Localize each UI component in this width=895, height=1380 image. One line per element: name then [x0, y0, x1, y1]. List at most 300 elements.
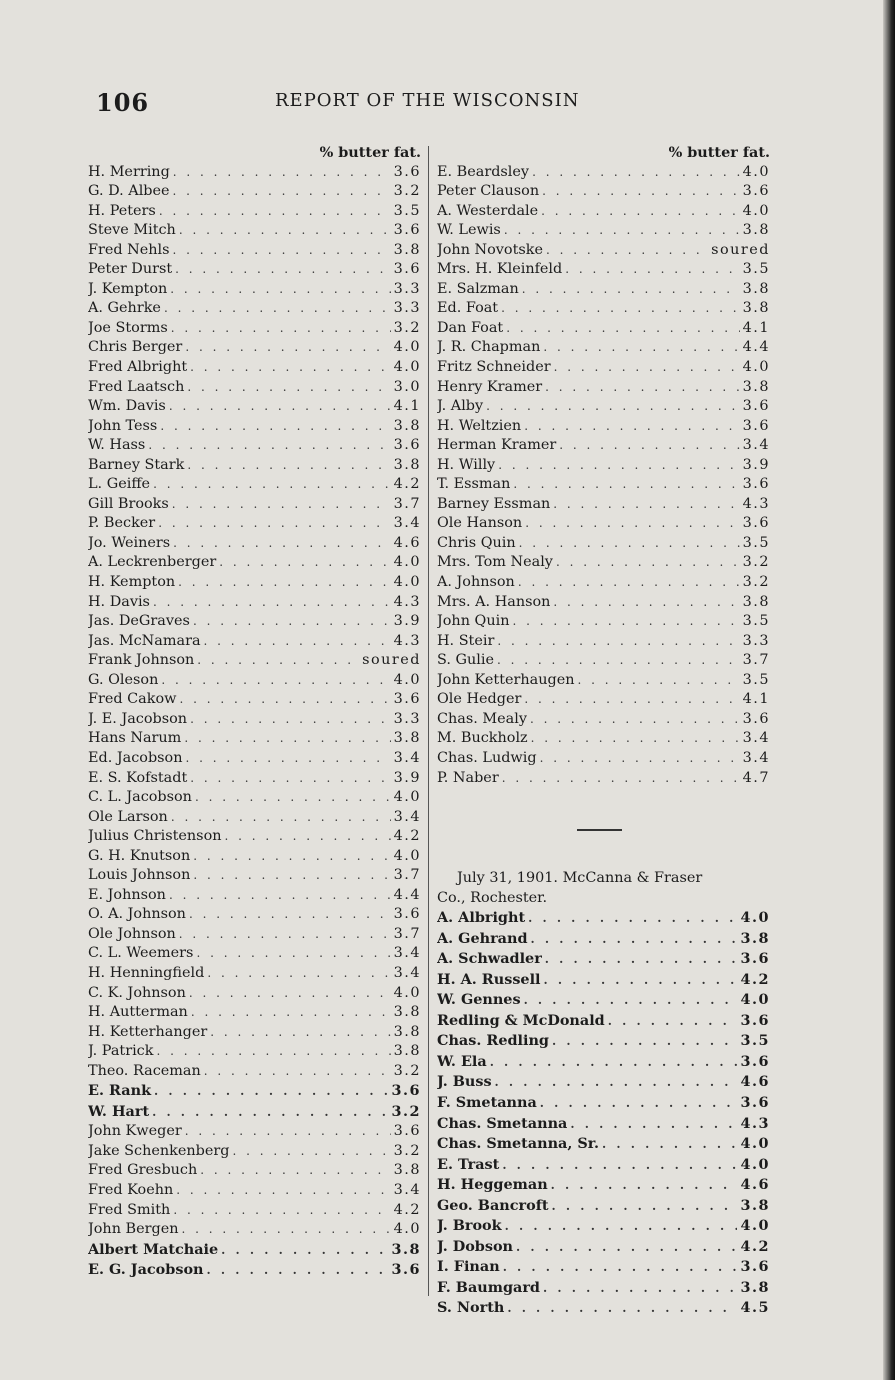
entry-name: F. Smetanna	[437, 1093, 537, 1111]
entry-name: J. E. Jacobson	[88, 710, 188, 727]
dot-leader	[524, 417, 739, 437]
entry-value: 3.8	[742, 280, 770, 297]
page-edge-shadow	[883, 0, 895, 1380]
dot-leader	[608, 1012, 738, 1032]
entry-name: G. H. Knutson	[88, 847, 191, 864]
list-item	[437, 417, 770, 437]
list-item	[437, 1011, 770, 1032]
dot-leader	[184, 729, 390, 749]
dot-leader	[156, 1042, 390, 1062]
list-item	[88, 1062, 421, 1082]
entry-name: G. D. Albee	[88, 183, 170, 200]
entry-name: Mrs. A. Hanson	[437, 593, 551, 610]
list-item	[88, 651, 421, 671]
entry-value: 4.6	[740, 1073, 770, 1091]
entry-value: 3.0	[393, 378, 421, 395]
entry-name: Joe Storms	[88, 319, 168, 336]
right-column-header: % butter fat.	[668, 144, 770, 161]
entry-value: 3.8	[393, 417, 421, 434]
entry-value: 3.4	[742, 749, 770, 766]
entry-name: J. Patrick	[88, 1043, 154, 1060]
list-item	[437, 769, 770, 789]
dot-leader	[170, 280, 390, 300]
entry-name: W. Ela	[437, 1052, 487, 1070]
list-item	[437, 182, 770, 202]
dot-leader	[204, 1062, 391, 1082]
list-item	[437, 280, 770, 300]
page-number: 106	[96, 88, 150, 117]
entry-value: 4.4	[393, 886, 421, 903]
entry-value: 4.2	[740, 970, 770, 988]
list-item	[437, 260, 770, 280]
entry-name: S. North	[437, 1299, 505, 1317]
column-divider	[428, 146, 429, 1296]
entry-value: 4.4	[742, 339, 770, 356]
entry-value: 3.6	[740, 1258, 770, 1276]
entry-value: 4.6	[393, 534, 421, 551]
right-column	[437, 143, 770, 1319]
dot-leader	[193, 612, 391, 632]
entry-value: 3.5	[742, 613, 770, 630]
entry-value: 3.6	[393, 222, 421, 239]
entry-name: Mrs. Tom Nealy	[437, 554, 553, 571]
entry-value: 3.6	[742, 515, 770, 532]
list-item	[88, 866, 421, 886]
dot-leader	[148, 436, 390, 456]
entry-value: 4.2	[393, 476, 421, 493]
entry-value: 3.6	[740, 1093, 770, 1111]
list-item	[88, 1260, 421, 1281]
list-item	[437, 749, 770, 769]
entry-name: H. Heggeman	[437, 1176, 548, 1194]
entry-name: H. Henningfield	[88, 964, 205, 981]
entry-value: 3.2	[742, 574, 770, 591]
entry-value: 4.0	[742, 359, 770, 376]
dot-leader	[544, 971, 738, 991]
entry-value: 3.3	[393, 300, 421, 317]
list-item	[437, 949, 770, 970]
dot-leader	[512, 612, 739, 632]
dot-leader	[553, 495, 739, 515]
entry-value: 4.0	[740, 1135, 770, 1153]
list-item	[88, 1142, 421, 1162]
list-item	[88, 905, 421, 925]
entry-name: Chas. Mealy	[437, 710, 527, 727]
entry-name: Wm. Davis	[88, 398, 166, 415]
entry-value: 3.8	[393, 1162, 421, 1179]
entry-name: H. Kempton	[88, 574, 176, 591]
entry-value: 3.6	[393, 163, 421, 180]
entry-value: 4.6	[740, 1176, 770, 1194]
entry-value: 4.0	[393, 554, 421, 571]
dot-leader	[497, 632, 739, 652]
dot-leader	[219, 553, 390, 573]
dot-leader	[173, 1201, 390, 1221]
list-item	[88, 397, 421, 417]
entry-name: E. Johnson	[88, 886, 166, 903]
entry-value: 4.2	[393, 1201, 421, 1218]
dot-leader	[525, 514, 739, 534]
list-item	[88, 593, 421, 613]
entry-name: E. Beardsley	[437, 163, 530, 180]
list-item	[437, 436, 770, 456]
entry-name: Barney Stark	[88, 456, 185, 473]
entry-name: Fred Laatsch	[88, 378, 185, 395]
dot-leader	[490, 1053, 738, 1073]
dot-leader	[486, 397, 739, 417]
list-item	[88, 788, 421, 808]
list-item	[88, 241, 421, 261]
entry-value: 4.5	[740, 1299, 770, 1317]
entry-name: A. Johnson	[437, 574, 515, 591]
entry-value: 4.0	[742, 202, 770, 219]
list-item	[437, 908, 770, 929]
list-item	[88, 456, 421, 476]
list-item	[88, 749, 421, 769]
entry-name: Peter Durst	[88, 261, 173, 278]
dot-leader	[530, 710, 740, 730]
entry-name: Ole Hanson	[437, 515, 523, 532]
list-item	[88, 436, 421, 456]
entry-value: 4.2	[393, 828, 421, 845]
dot-leader	[179, 690, 390, 710]
dot-leader	[501, 299, 740, 319]
entry-value: 3.8	[740, 1278, 770, 1296]
dot-leader	[532, 163, 740, 183]
list-item	[437, 378, 770, 398]
dot-leader	[185, 1122, 391, 1142]
entry-name: A. Schwadler	[437, 950, 542, 968]
dot-leader	[540, 749, 740, 769]
entry-value: 3.5	[742, 261, 770, 278]
list-item	[88, 1122, 421, 1142]
entry-name: J. Dobson	[437, 1237, 514, 1255]
list-item	[88, 475, 421, 495]
entry-name: John Tess	[88, 417, 158, 434]
list-item	[437, 1257, 770, 1278]
entry-name: E. Trast	[437, 1155, 500, 1173]
dot-leader	[190, 358, 390, 378]
list-item	[437, 514, 770, 534]
dot-leader	[196, 944, 390, 964]
entry-name: E. Salzman	[437, 280, 519, 297]
left-column	[88, 143, 421, 1281]
dot-leader	[540, 1094, 738, 1114]
entry-name: I. Finan	[437, 1258, 500, 1276]
list-item	[437, 690, 770, 710]
dot-leader	[193, 866, 390, 886]
dot-leader	[552, 1197, 738, 1217]
list-item	[437, 202, 770, 222]
list-item	[88, 280, 421, 300]
left-column-header: % butter fat.	[319, 144, 421, 161]
entry-value: 4.2	[740, 1237, 770, 1255]
dot-leader	[554, 358, 740, 378]
entry-name: A. Leckrenberger	[88, 554, 217, 571]
entry-name: Barney Essman	[437, 495, 551, 512]
entry-value: 3.2	[742, 554, 770, 571]
dot-leader	[179, 925, 391, 945]
dot-leader	[495, 1073, 738, 1093]
list-item	[88, 417, 421, 437]
dot-leader	[506, 319, 739, 339]
dot-leader	[193, 847, 390, 867]
entry-value: 4.7	[742, 769, 770, 786]
entry-value: 3.6	[742, 710, 770, 727]
list-item	[437, 397, 770, 417]
entry-name: Fred Gresbuch	[88, 1162, 198, 1179]
list-item	[88, 1220, 421, 1240]
entry-value: 3.6	[393, 906, 421, 923]
dot-leader	[528, 909, 737, 929]
entry-name: A. Westerdale	[437, 202, 539, 219]
entry-name: Chas. Smetanna, Sr.	[437, 1135, 600, 1153]
entry-value: 3.9	[393, 613, 421, 630]
entry-value: 4.0	[740, 1217, 770, 1235]
dot-leader	[552, 1032, 737, 1052]
entry-value: 4.1	[393, 398, 421, 415]
entry-name: E. G. Jacobson	[88, 1261, 204, 1279]
dot-leader	[173, 241, 391, 261]
dot-leader	[502, 769, 740, 789]
dot-leader	[543, 1279, 737, 1299]
list-item	[437, 573, 770, 593]
entry-name: Fred Cakow	[88, 691, 177, 708]
dot-leader	[232, 1142, 390, 1162]
dot-leader	[190, 710, 391, 730]
list-item	[437, 1155, 770, 1176]
entry-value: 3.8	[393, 241, 421, 258]
entry-name: H. Willy	[437, 456, 496, 473]
entry-name: P. Becker	[88, 515, 156, 532]
dot-leader	[164, 299, 391, 319]
entry-value: 4.3	[393, 593, 421, 610]
entry-name: John Quin	[437, 613, 510, 630]
list-item	[88, 1161, 421, 1181]
entry-name: W. Hass	[88, 437, 146, 454]
entry-value: 3.7	[393, 925, 421, 942]
entry-value: 4.0	[393, 574, 421, 591]
list-item	[437, 1114, 770, 1135]
dot-leader	[541, 202, 739, 222]
entry-value: 4.0	[740, 909, 770, 927]
entry-name: J. Brook	[437, 1217, 502, 1235]
entry-value: 3.2	[391, 1102, 421, 1120]
list-item	[437, 1298, 770, 1319]
list-item	[88, 769, 421, 789]
entry-value: 4.0	[393, 339, 421, 356]
list-item	[88, 710, 421, 730]
dot-leader	[195, 788, 391, 808]
entry-value: 3.7	[393, 867, 421, 884]
entry-value: 3.6	[391, 1082, 421, 1100]
dot-leader	[189, 905, 391, 925]
entry-value: 3.6	[393, 261, 421, 278]
dot-leader	[565, 260, 739, 280]
entry-name: John Ketterhaugen	[437, 671, 575, 688]
list-item	[437, 1278, 770, 1299]
entry-value: 4.3	[742, 495, 770, 512]
entry-value: 3.3	[393, 710, 421, 727]
list-item	[437, 1052, 770, 1073]
entry-name: W. Gennes	[437, 991, 521, 1009]
list-item	[88, 690, 421, 710]
dot-leader	[197, 651, 359, 671]
list-item	[88, 944, 421, 964]
list-item	[88, 1003, 421, 1023]
dot-leader	[176, 1181, 390, 1201]
entry-value: 3.6	[740, 950, 770, 968]
entry-value: 3.6	[742, 417, 770, 434]
entry-name: H. Merring	[88, 163, 170, 180]
entry-name: Albert Matchaie	[88, 1240, 219, 1258]
dot-leader	[551, 1176, 738, 1196]
dot-leader	[578, 671, 740, 691]
dot-leader	[153, 475, 391, 495]
section-title	[437, 868, 770, 908]
entry-value: 3.8	[742, 593, 770, 610]
dot-leader	[518, 573, 740, 593]
section-rule	[577, 829, 622, 831]
dot-leader	[221, 1241, 388, 1261]
entry-name: A. Albright	[437, 909, 526, 927]
entry-name: H. Steir	[437, 632, 495, 649]
entry-value: 4.0	[393, 789, 421, 806]
dot-leader	[200, 1161, 390, 1181]
list-item	[437, 632, 770, 652]
entry-name: Chas. Smetanna	[437, 1114, 568, 1132]
entry-value: 3.6	[742, 183, 770, 200]
entry-name: Chris Quin	[437, 534, 516, 551]
list-item	[437, 338, 770, 358]
dot-leader	[159, 202, 391, 222]
dot-leader	[169, 397, 391, 417]
list-item	[88, 299, 421, 319]
list-item	[437, 651, 770, 671]
list-item	[437, 1175, 770, 1196]
entry-name: W. Hart	[88, 1102, 150, 1120]
entry-value: soured	[362, 652, 421, 669]
entry-name: Fred Koehn	[88, 1181, 174, 1198]
entry-value: 3.4	[393, 808, 421, 825]
dot-leader	[190, 769, 390, 789]
dot-leader	[185, 338, 390, 358]
list-item	[88, 260, 421, 280]
list-item	[437, 612, 770, 632]
entry-name: P. Naber	[437, 769, 499, 786]
entry-name: Ole Hedger	[437, 691, 522, 708]
dot-leader	[191, 1003, 391, 1023]
list-item	[437, 671, 770, 691]
dot-leader	[182, 1220, 391, 1240]
dot-leader	[207, 1261, 389, 1281]
list-item	[88, 1181, 421, 1201]
dot-leader	[570, 1115, 737, 1135]
entry-name: O. A. Johnson	[88, 906, 186, 923]
list-item	[88, 534, 421, 554]
entry-name: Chas. Redling	[437, 1032, 549, 1050]
dot-leader	[171, 808, 391, 828]
list-item	[437, 929, 770, 950]
dot-leader	[169, 886, 391, 906]
entry-value: 4.0	[740, 1155, 770, 1173]
entry-value: soured	[711, 241, 770, 258]
list-item	[437, 1093, 770, 1114]
list-item	[88, 378, 421, 398]
entry-value: 3.8	[393, 1043, 421, 1060]
list-item	[437, 1237, 770, 1258]
list-item	[88, 495, 421, 515]
list-item	[88, 1102, 421, 1123]
entry-name: J. R. Chapman	[437, 339, 541, 356]
dot-leader	[505, 1217, 738, 1237]
dot-leader	[559, 436, 739, 456]
dot-leader	[519, 534, 740, 554]
entry-name: Steve Mitch	[88, 222, 176, 239]
dot-leader	[173, 534, 390, 554]
entry-value: 3.4	[393, 1181, 421, 1198]
list-item	[437, 1216, 770, 1237]
entry-name: Ole Larson	[88, 808, 168, 825]
dot-leader	[175, 260, 390, 280]
list-item	[437, 1072, 770, 1093]
dot-leader	[172, 495, 391, 515]
list-item	[88, 847, 421, 867]
dot-leader	[516, 1238, 737, 1258]
entry-value: 4.1	[742, 319, 770, 336]
entry-value: 3.8	[393, 1004, 421, 1021]
entry-value: 3.6	[740, 1052, 770, 1070]
entry-value: 3.8	[393, 1023, 421, 1040]
dot-leader	[524, 991, 738, 1011]
list-item	[437, 495, 770, 515]
entry-value: 4.3	[393, 632, 421, 649]
section-title-line1: July 31, 1901. McCanna & Fraser	[457, 870, 703, 887]
entry-name: Fred Albright	[88, 359, 188, 376]
entry-name: Jas. McNamara	[88, 632, 201, 649]
dot-leader	[546, 241, 708, 261]
entry-name: John Bergen	[88, 1221, 179, 1238]
dot-leader	[160, 417, 390, 437]
list-item	[437, 593, 770, 613]
entry-name: Ed. Jacobson	[88, 749, 183, 766]
entry-value: 3.4	[742, 730, 770, 747]
entry-name: H. Peters	[88, 202, 156, 219]
entry-name: H. Davis	[88, 593, 150, 610]
dot-leader	[187, 456, 390, 476]
dot-leader	[153, 593, 391, 613]
entry-name: Jas. DeGraves	[88, 613, 190, 630]
entry-name: E. Rank	[88, 1082, 152, 1100]
list-item	[437, 553, 770, 573]
entry-name: Geo. Bancroft	[437, 1196, 549, 1214]
list-item	[437, 221, 770, 241]
entry-value: 4.0	[393, 847, 421, 864]
entry-name: Mrs. H. Kleinfeld	[437, 261, 563, 278]
entry-name: Gill Brooks	[88, 495, 169, 512]
entry-name: Julius Christenson	[88, 828, 222, 845]
entry-value: 3.8	[393, 456, 421, 473]
entry-value: 3.6	[742, 476, 770, 493]
entry-value: 4.0	[393, 1221, 421, 1238]
entry-name: Jake Schenkenberg	[88, 1142, 230, 1159]
dot-leader	[189, 984, 391, 1004]
dot-leader	[187, 378, 390, 398]
entry-name: Peter Clauson	[437, 183, 540, 200]
entry-name: John Novotske	[437, 241, 543, 258]
list-item	[88, 671, 421, 691]
list-item	[88, 553, 421, 573]
